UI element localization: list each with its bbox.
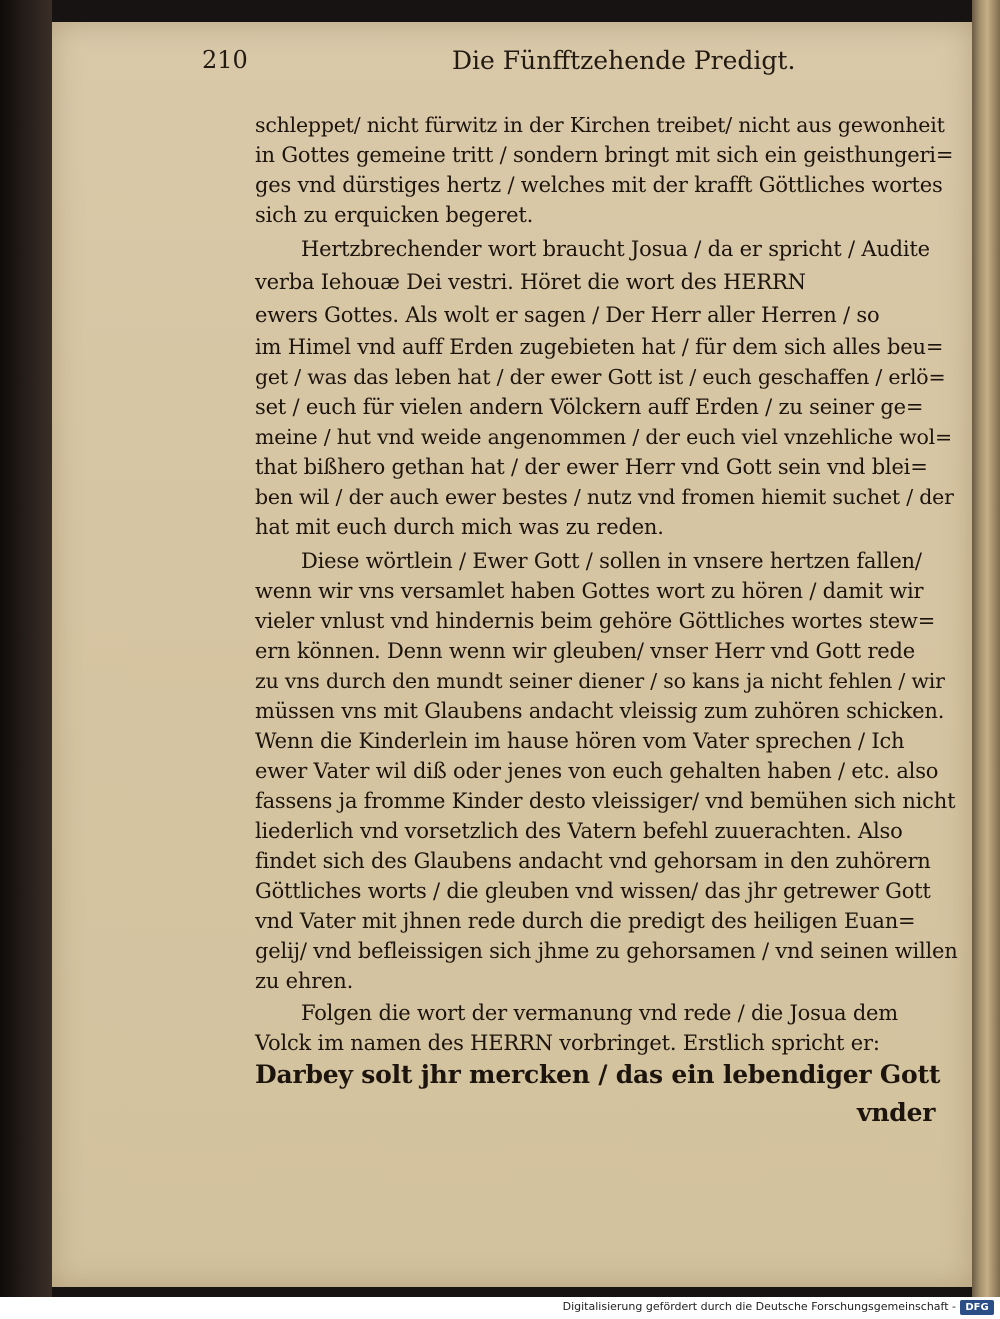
- text-line: findet sich des Glaubens andacht vnd gehorsam in den zuhörern: [255, 849, 931, 873]
- book-edge-right: [972, 0, 1000, 1297]
- page-number: 210: [202, 46, 248, 74]
- text-line: zu vns durch den mundt seiner diener / so kans ja nicht fehlen / wir: [255, 669, 945, 693]
- text-line: Folgen die wort der vermanung vnd rede / die Josua dem: [301, 1001, 899, 1025]
- text-line: Darbey solt jhr mercken / das ein lebendiger Gott: [255, 1060, 941, 1089]
- text-line: get / was das leben hat / der ewer Gott ist / euch geschaffen / erlö=: [255, 365, 946, 389]
- catchword: vnder: [857, 1098, 936, 1127]
- text-line: Wenn die Kinderlein im hause hören vom Vater sprechen / Ich: [255, 729, 905, 753]
- footer-bar: [0, 1297, 1000, 1319]
- page-header: [202, 46, 962, 82]
- text-line: that bißhero gethan hat / der ewer Herr vnd Gott sein vnd blei=: [255, 455, 928, 479]
- text-line: müssen vns mit Glaubens andacht vleissig zum zuhören schicken.: [255, 699, 945, 723]
- book-binding-left: [0, 0, 52, 1297]
- text-line: vieler vnlust vnd hindernis beim gehöre Göttliches wortes stew=: [255, 609, 936, 633]
- text-line: liederlich vnd vorsetzlich des Vatern befehl zuuerachten. Also: [255, 819, 903, 843]
- text-line: Volck im namen des HERRN vorbringet. Erstlich spricht er:: [255, 1031, 880, 1055]
- text-line: ern können. Denn wenn wir gleuben/ vnser Herr vnd Gott rede: [255, 639, 915, 663]
- text-line: verba Iehouæ Dei vestri. Höret die wort des HERRN: [255, 270, 806, 294]
- text-line: ewer Vater wil diß oder jenes von euch gehalten haben / etc. also: [255, 759, 939, 783]
- dfg-logo-icon: DFG: [960, 1300, 994, 1315]
- text-line: wenn wir vns versamlet haben Gottes wort zu hören / damit wir: [255, 579, 924, 603]
- text-line: fassens ja fromme Kinder desto vleissiger/ vnd bemühen sich nicht: [255, 789, 956, 813]
- text-line: hat mit euch durch mich was zu reden.: [255, 515, 664, 539]
- text-line: zu ehren.: [255, 969, 354, 993]
- text-line: vnd Vater mit jhnen rede durch die predigt des heiligen Euan=: [255, 909, 916, 933]
- funding-notice: Digitalisierung gefördert durch die Deutsche Forschungsgemeinschaft -: [562, 1300, 956, 1313]
- text-line: set / euch für vielen andern Völckern auff Erden / zu seiner ge=: [255, 395, 924, 419]
- text-line: in Gottes gemeine tritt / sondern bringt mit sich ein geisthungeri=: [255, 143, 954, 167]
- text-line: Diese wörtlein / Ewer Gott / sollen in vnsere hertzen fallen/: [301, 549, 922, 573]
- text-line: ges vnd dürstiges hertz / welches mit der krafft Göttliches wortes: [255, 173, 943, 197]
- text-line: meine / hut vnd weide angenommen / der euch viel vnzehliche wol=: [255, 425, 953, 449]
- text-line: Hertzbrechender wort braucht Josua / da er spricht / Audite: [301, 237, 930, 261]
- running-head: Die Fünfftzehende Predigt.: [452, 46, 796, 75]
- text-line: schleppet/ nicht fürwitz in der Kirchen treibet/ nicht aus gewonheit: [255, 113, 945, 137]
- text-line: gelij/ vnd befleissigen sich jhme zu gehorsamen / vnd seinen willen: [255, 939, 958, 963]
- text-line: ben wil / der auch ewer bestes / nutz vnd fromen hiemit suchet / der: [255, 485, 954, 509]
- text-line: ewers Gottes. Als wolt er sagen / Der Herr aller Herren / so: [255, 303, 880, 327]
- text-line: im Himel vnd auff Erden zugebieten hat / für dem sich alles beu=: [255, 335, 944, 359]
- text-line: Göttliches worts / die gleuben vnd wissen/ das jhr getrewer Gott: [255, 879, 931, 903]
- text-line: sich zu erquicken begeret.: [255, 203, 534, 227]
